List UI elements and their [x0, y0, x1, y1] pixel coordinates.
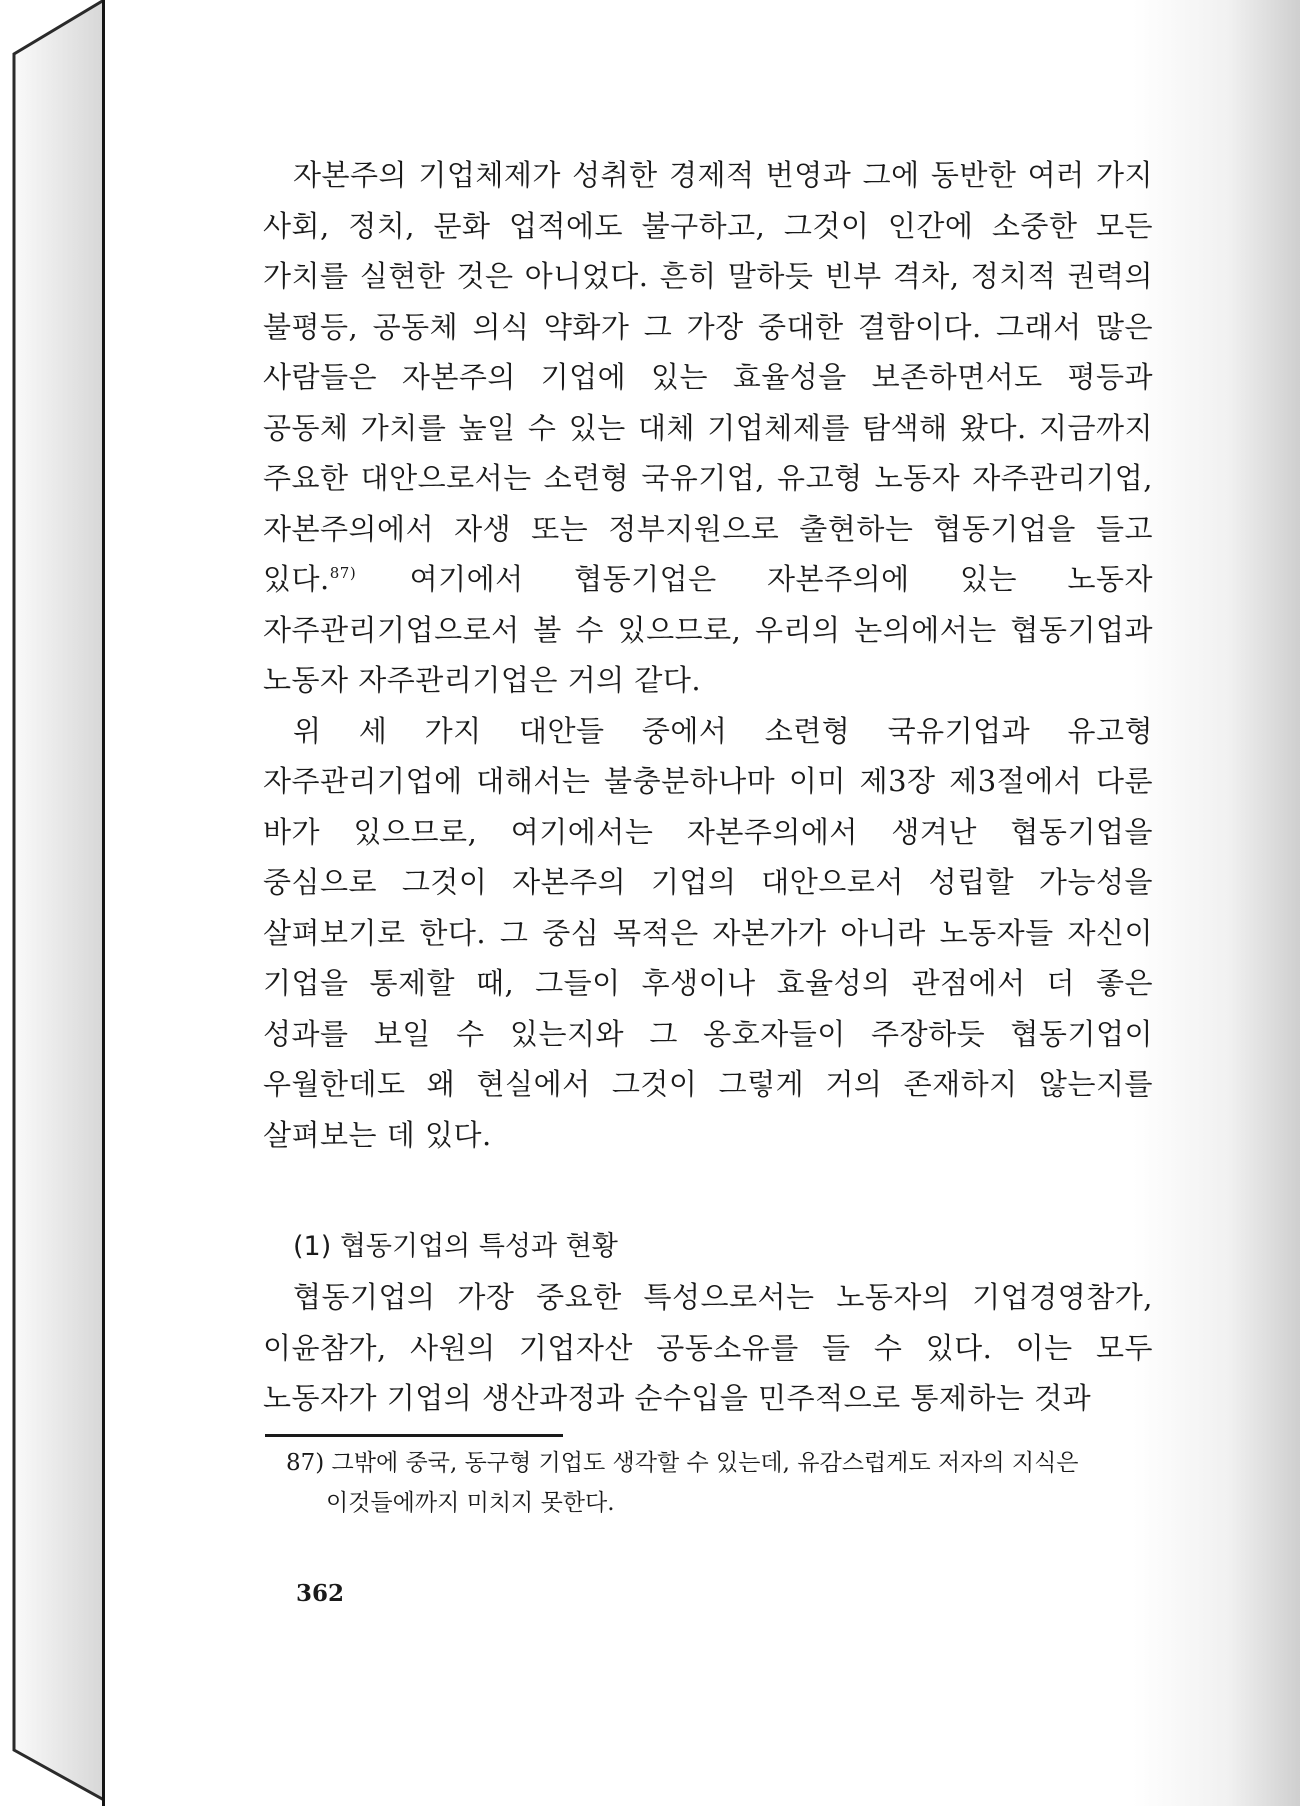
book-spine: [0, 0, 104, 1806]
footnote-divider: [265, 1434, 563, 1437]
body-paragraph: [263, 150, 1153, 706]
page-content: [263, 150, 1153, 1523]
section-heading: (1) 협동기업의 특성과 현황: [293, 1231, 618, 1262]
paragraph-text: 자본주의 기업체제가 성취한 경제적 번영과 그에 동반한 여러 가지 사회, 정치, 문화 업적에도 불구하고, 그것이 인간에 소중한 모든 가치를 실현한 것은 아니었다. 흔히 말하듯 빈부 격차, 정치적 권력의 불평등, 공동체 의식 약화가 그 가장 중대한 결함이다. 그래서 많은 사람들은 자본주의 기업에 있는 효율성을 보존하면서도 평등과 공동체 가치를 높일 수 있는 대체 기업체제를 탐색해 왔다. 지금까지 주요한 대안으로서는 소련형 국유기업, 유고형 노동자 자주관리기업, 자본주의에서 자생 또는 정부지원으로 출현하는 협동기업을 들고 있다.: [263, 158, 1153, 596]
page-number: 362: [296, 1580, 345, 1607]
footnote: 87) 그밖에 중국, 동구형 기업도 생각할 수 있는데, 유감스럽게도 저자의 지식은 이것들에까지 미치지 못한다.: [286, 1449, 1079, 1516]
paragraph-text-continued: 여기에서 협동기업은 자본주의에 있는 노동자 자주관리기업으로서 볼 수 있으므로, 우리의 논의에서는 협동기업과 노동자 자주관리기업은 거의 같다.: [263, 562, 1153, 697]
footnote-reference: 87): [329, 564, 357, 582]
body-paragraph: 협동기업의 가장 중요한 특성으로서는 노동자의 기업경영참가, 이윤참가, 사원의 기업자산 공동소유를 들 수 있다. 이는 모두 노동자가 기업의 생산과정과 순수입을 민주적으로 통제하는 것과: [263, 1280, 1153, 1415]
body-paragraph: 위 세 가지 대안들 중에서 소련형 국유기업과 유고형 자주관리기업에 대해서는 불충분하나마 이미 제3장 제3절에서 다룬 바가 있으므로, 여기에서는 자본주의에서 생겨난 협동기업을 중심으로 그것이 자본주의 기업의 대안으로서 성립할 가능성을 살펴보기로 한다. 그 중심 목적은 자본가가 아니라 노동자들 자신이 기업을 통제할 때, 그들이 후생이나 효율성의 관점에서 더 좋은 성과를 보일 수 있는지와 그 옹호자들이 주장하듯 협동기업이 우월한데도 왜 현실에서 그것이 그렇게 거의 존재하지 않는지를 살펴보는 데 있다.: [263, 713, 1153, 1152]
